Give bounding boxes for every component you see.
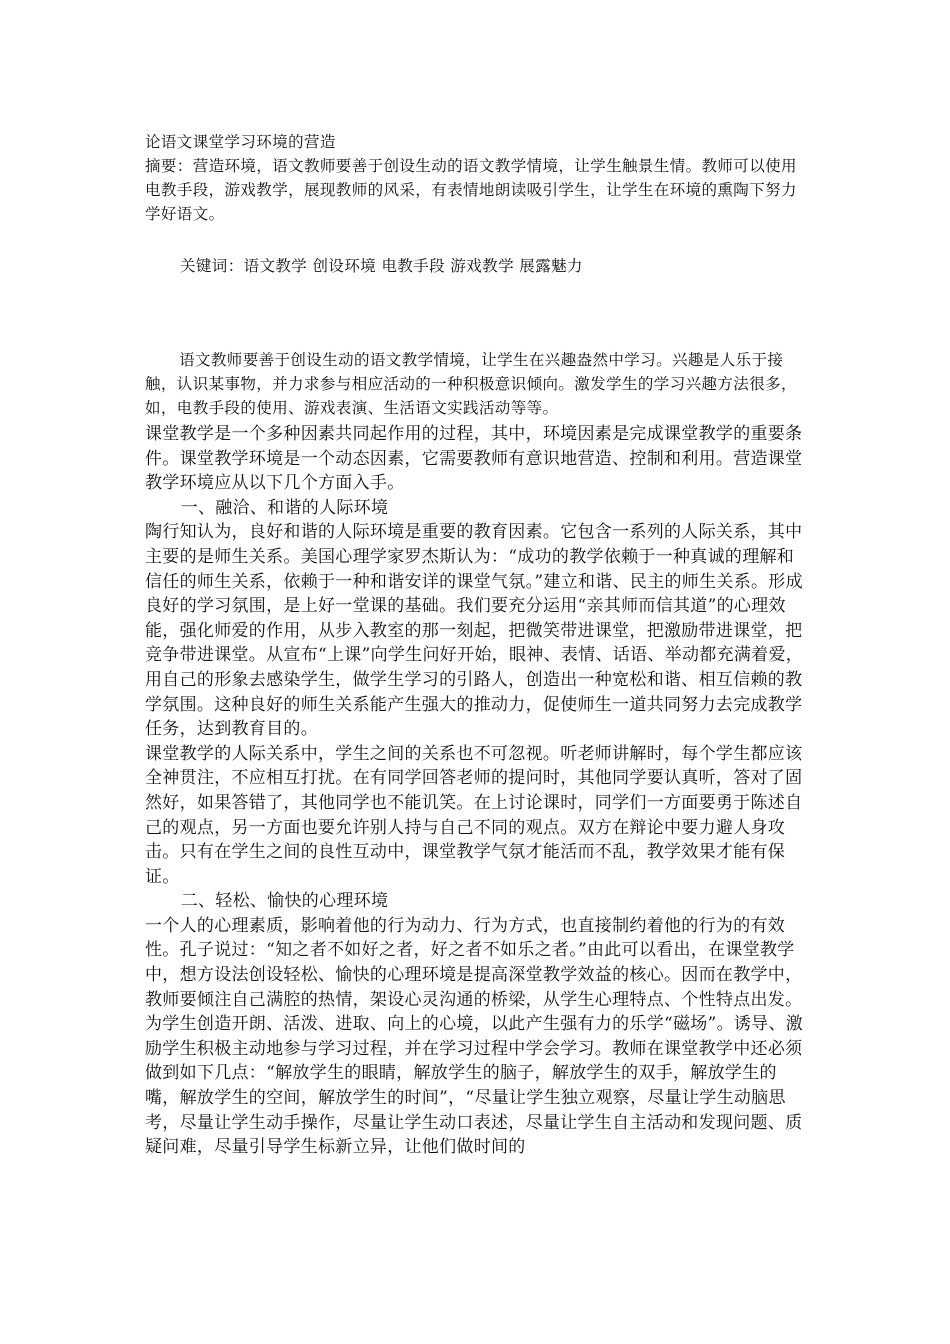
document-title: 论语文课堂学习环境的营造 bbox=[145, 133, 336, 151]
section-heading-2: 二、轻松、愉快的心理环境 bbox=[180, 891, 389, 912]
body-paragraph-2: 课堂教学的人际关系中，学生之间的关系也不可忽视。听老师讲解时，每个学生都应该全神贯注，不应相互打扰。在有同学回答老师的提问时，其他同学要认真听，答对了固然好，如果答错了，其他同学也不能讥笑。在上讨论课时，同学们一方面要勇于陈述自己的观点，另一方面也要允许别人持与自己不同的观点。双方在辩论中要力避人身攻击。只有在学生之间的良性互动中，课堂教学气氛才能活而不乱，教学效果才能有保证。 bbox=[145, 743, 803, 887]
keywords-line: 关键词：语文教学 创设环境 电教手段 游戏教学 展露魅力 bbox=[180, 257, 583, 275]
intro-paragraph-1: 语文教师要善于创设生动的语文教学情境，让学生在兴趣盎然中学习。兴趣是人乐于接触，认识某事物，并力求参与相应活动的一种积极意识倾向。激发学生的学习兴趣方法很多，如，电教手段的使用、游戏表演、生活语文实践活动等等。 bbox=[145, 351, 797, 417]
section-heading-1: 一、融洽、和谐的人际环境 bbox=[180, 497, 389, 518]
intro-paragraph-2: 课堂教学是一个多种因素共同起作用的过程，其中，环境因素是完成课堂教学的重要条件。课堂教学环境是一个动态因素，它需要教师有意识地营造、控制和利用。营造课堂教学环境应从以下几个方面入手。 bbox=[145, 424, 803, 494]
body-paragraph-1: 陶行知认为，良好和谐的人际环境是重要的教育因素。它包含一系列的人际关系，其中主要的是师生关系。美国心理学家罗杰斯认为：“成功的教学依赖于一种真诚的理解和信任的师生关系，依赖于一种和谐安详的课堂气氛。”建立和谐、民主的师生关系。形成良好的学习氛围，是上好一堂课的基础。我们要充分运用“亲其师而信其道”的心理效能，强化师爱的作用，从步入教室的那一刻起，把微笑带进课堂，把激励带进课堂，把竞争带进课堂。从宣布“上课”向学生问好开始，眼神、表情、话语、举动都充满着爱，用自己的形象去感染学生，做学生学习的引路人，创造出一种宽松和谐、相互信赖的教学氛围。这种良好的师生关系能产生强大的推动力，促使师生一道共同努力去完成教学任务，达到教育目的。 bbox=[145, 522, 804, 740]
abstract-paragraph: 摘要：营造环境，语文教师要善于创设生动的语文教学情境，让学生触景生情。教师可以使用电教手段，游戏教学，展现教师的风采，有表情地朗读吸引学生，让学生在环境的熏陶下努力学好语文。 bbox=[145, 157, 797, 223]
body-text bbox=[145, 422, 810, 1160]
body-paragraph-3: 一个人的心理素质，影响着他的行为动力、行为方式，也直接制约着他的行为的有效性。孔子说过：“知之者不如好之者，好之者不如乐之者。”由此可以看出，在课堂教学中，想方设法创设轻松、愉快的心理环境是提高深堂教学效益的核心。因而在教学中，教师要倾注自己满腔的热情，架设心灵沟通的桥梁，从学生心理特点、个性特点出发。为学生创造开朗、活泼、进取、向上的心境，以此产生强有力的乐学“磁场”。诱导、激励学生积极主动地参与学习过程，并在学习过程中学会学习。教师在课堂教学中还必须做到如下几点：“解放学生的眼睛，解放学生的脑子，解放学生的双手，解放学生的嘴，解放学生的空间，解放学生的时间”，“尽量让学生独立观察，尽量让学生动脑思考，尽量让学生动手操作，尽量让学生动口表述，尽量让学生自主活动和发现问题、质疑问难，尽量引导学生标新立异，让他们做时间的 bbox=[145, 915, 804, 1158]
